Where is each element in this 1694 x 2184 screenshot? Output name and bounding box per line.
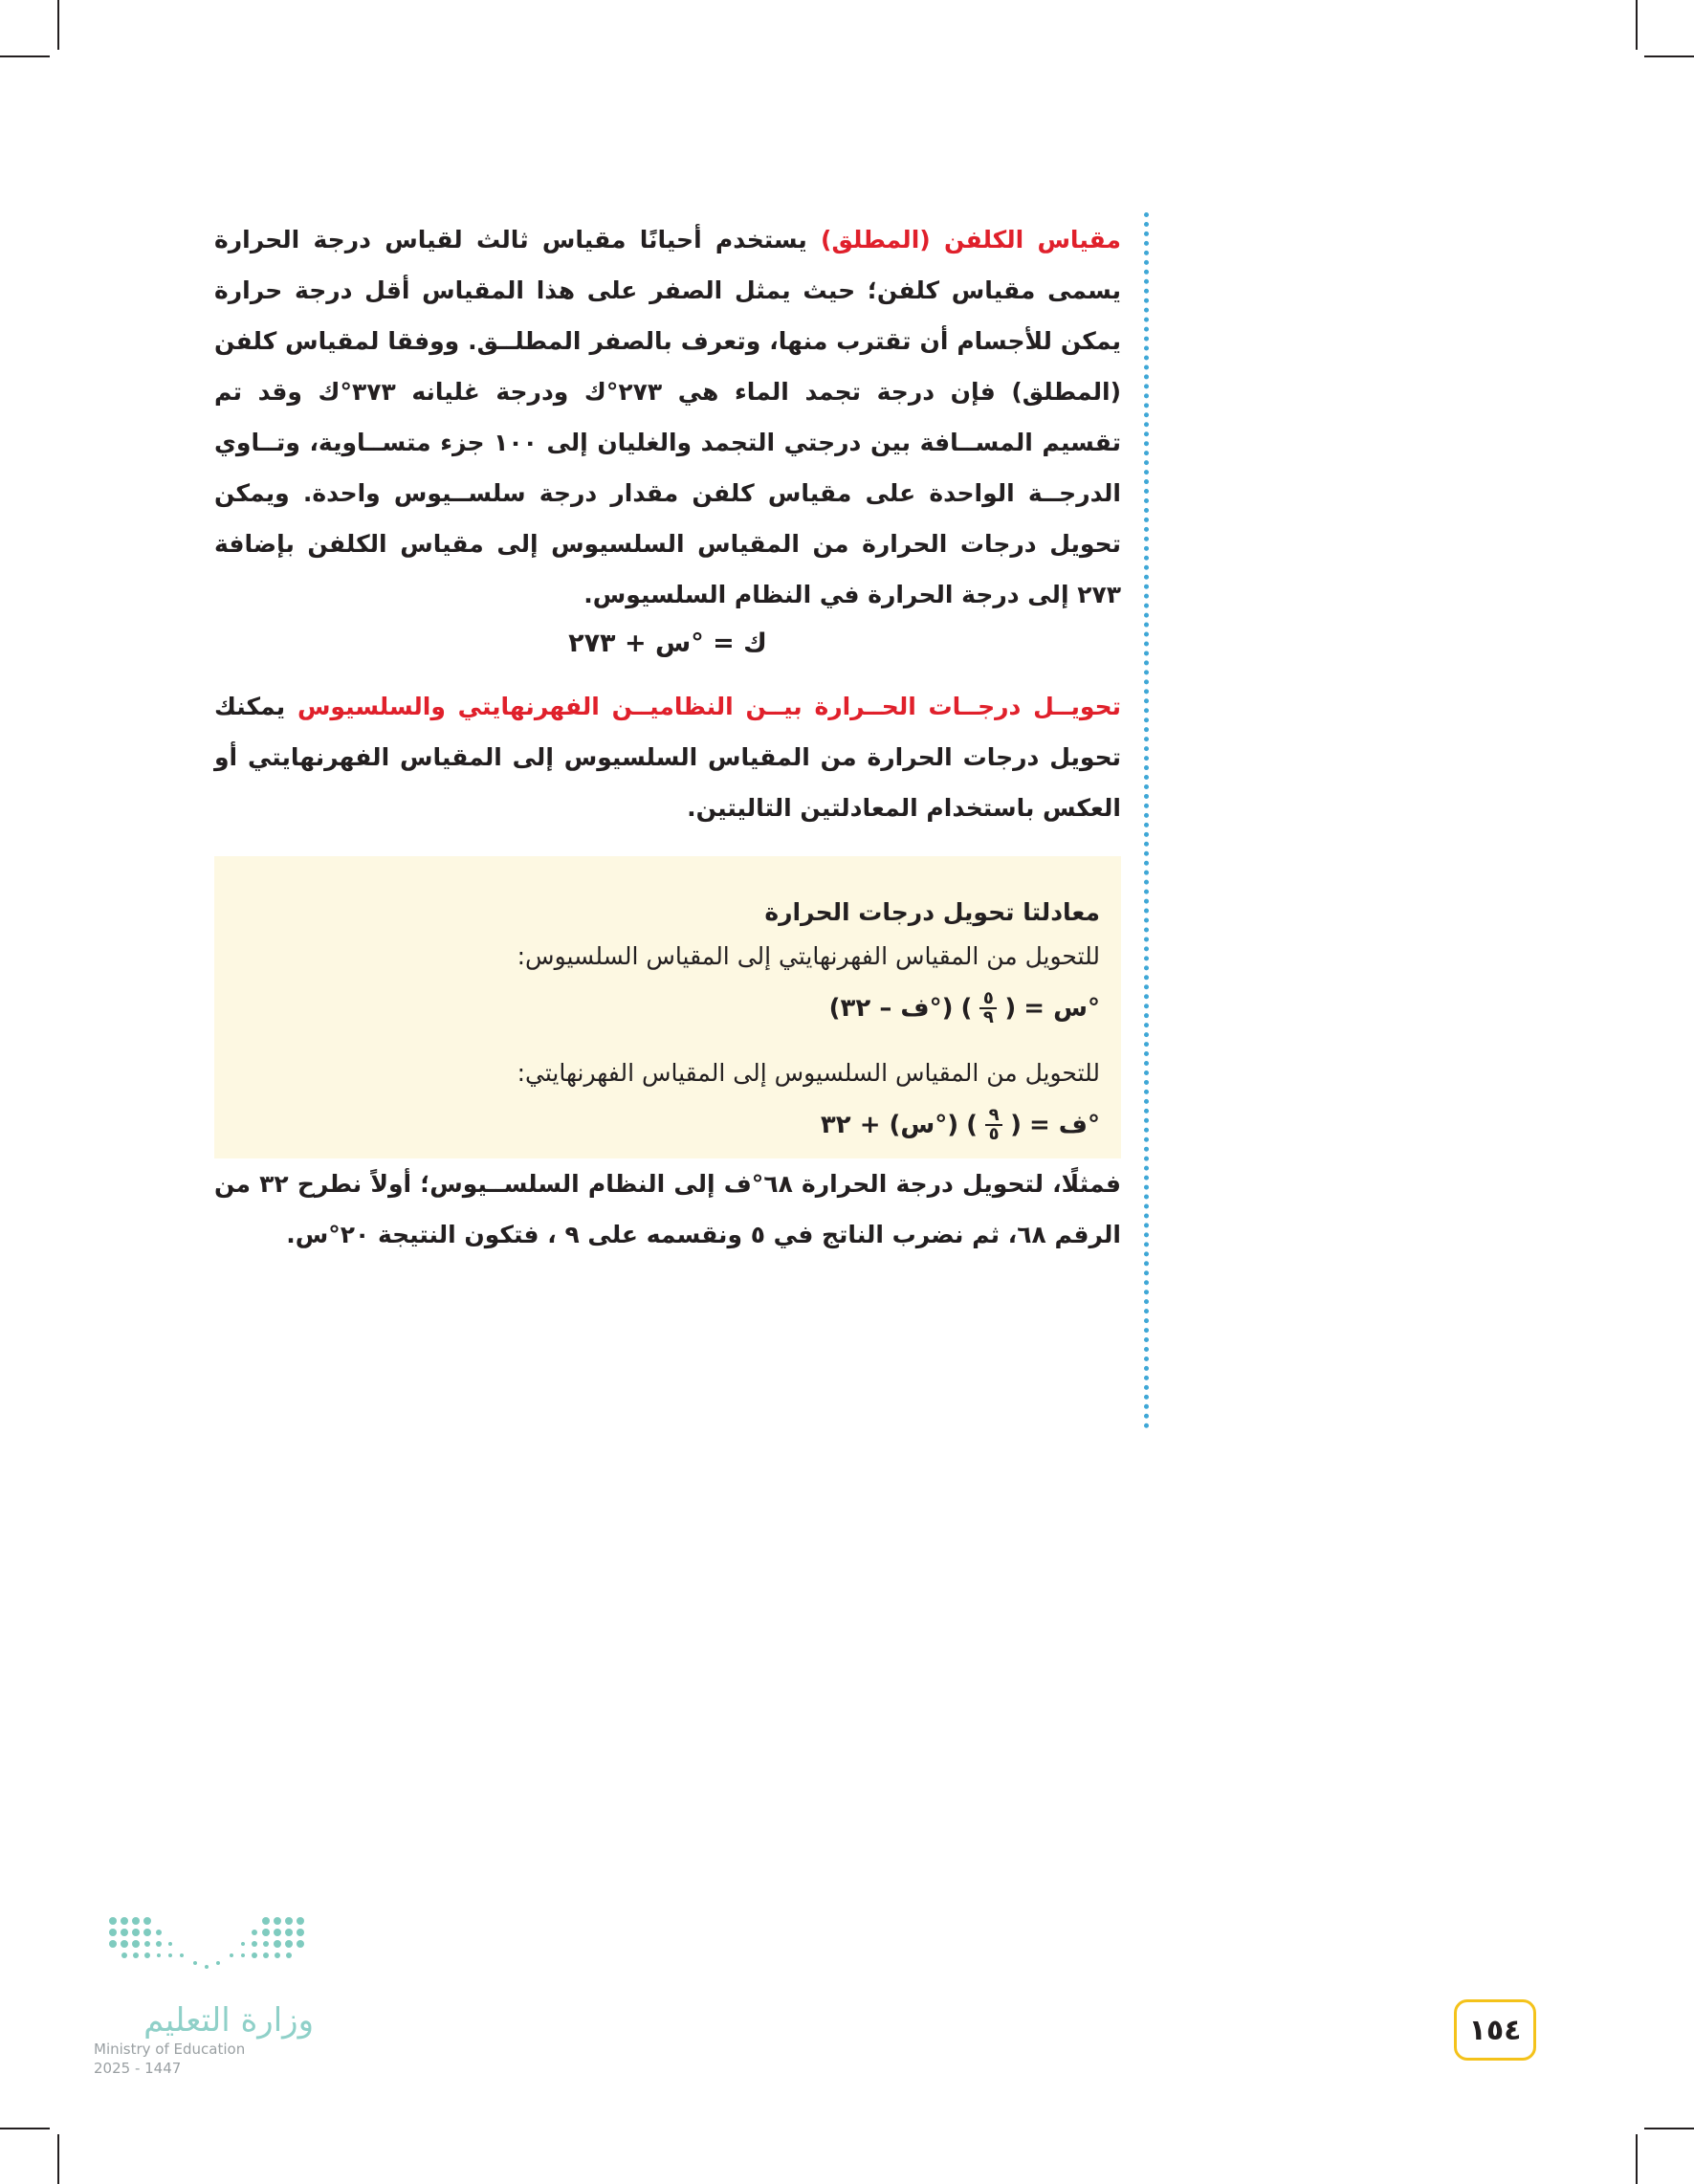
conversion-heading: تحويــل درجــات الحــرارة بيــن النظاميــن الفهرنهايتي والسلسيوس — [297, 693, 1122, 720]
eq2-fraction — [985, 1107, 1002, 1143]
eq2-left: °ف = — [1028, 1111, 1100, 1139]
eq2-numerator: ٩ — [988, 1105, 1000, 1125]
crop-mark — [1644, 55, 1694, 57]
kelvin-heading: مقياس الكلفن (المطلق) — [821, 226, 1122, 254]
eq1-right: (°ف – ٣٢) — [828, 994, 954, 1023]
conversion-body: يمكنك تحويل درجات الحرارة من المقياس السلسيوس إلى المقياس الفهرنهايتي أو العكس باستخدام المعادلتين التاليتين. — [214, 693, 1121, 822]
kelvin-body: يستخدم أحيانًا مقياس ثالث لقياس درجة الحرارة يسمى مقياس كلفن؛ حيث يمثل الصفر على هذا المقياس أقل درجة حرارة يمكن للأجسام أن تقترب منها، وتعرف بالصفر المطلــق. ووفقا لمقياس كلفن (المطلق) فإن درجة تجمد الماء هي ٢٧٣°ك ودرجة غليانه ٣٧٣°ك وقد تم تقسيم المســافة بين درجتي التجمد والغليان إلى ١٠٠ جزء متســاوية، وتــاوي الدرجــة الواحدة على مقياس كلفن مقدار درجة سلســيوس واحدة. ويمكن تحويل درجات الحرارة من المقياس السلسيوس إلى مقياس الكلفن بإضافة ٢٧٣ إلى درجة الحرارة في النظام السلسيوس. — [214, 226, 1122, 608]
eq2-denominator: ٥ — [988, 1124, 1000, 1144]
kelvin-equation: ك = °س + ٢٧٣ — [568, 629, 767, 658]
eq1-denominator: ٩ — [982, 1007, 994, 1027]
logo-english-name: Ministry of Education — [94, 2041, 246, 2058]
crop-mark — [57, 0, 59, 50]
box-line-f-to-c: للتحويل من المقياس الفهرنهايتي إلى المقياس السلسيوس: — [517, 942, 1100, 970]
page-content — [214, 214, 1121, 1260]
page-number: ١٥٤ — [1454, 1999, 1536, 2061]
crop-mark — [0, 2128, 50, 2129]
box-title: معادلتا تحويل درجات الحرارة — [764, 898, 1100, 926]
eq1-numerator: ٥ — [982, 988, 994, 1008]
box-line-c-to-f: للتحويل من المقياس السلسيوس إلى المقياس الفهرنهايتي: — [517, 1059, 1100, 1087]
logo-arabic-name: وزارة التعليم — [143, 2001, 314, 2040]
equations-box — [214, 856, 1121, 1158]
crop-mark — [1636, 0, 1638, 50]
equation-c-to-f: °ف = ( $\frac{٩}{٥}$ ) (°س) + ٣٢ — [235, 1095, 1100, 1155]
ministry-logo — [94, 1911, 314, 2078]
eq2-right: (°س) + ٣٢ — [820, 1111, 959, 1139]
crop-mark — [1636, 2134, 1638, 2184]
eq1-left: °س = — [1023, 994, 1100, 1023]
kelvin-paragraph — [214, 214, 1121, 620]
conversion-paragraph — [214, 681, 1121, 833]
eq1-fraction — [979, 990, 997, 1026]
crop-mark — [57, 2134, 59, 2184]
dotted-margin-rule — [1144, 212, 1149, 1429]
logo-year: 2025 - 1447 — [94, 2060, 182, 2077]
logo-dots-icon — [103, 1911, 314, 1978]
equation-f-to-c: °س = ( $\frac{٥}{٩}$ ) (°ف – ٣٢) — [235, 979, 1100, 1038]
example-paragraph: فمثلًا، لتحويل درجة الحرارة ٦٨°ف إلى النظام السلســيوس؛ أولاً نطرح ٣٢ من الرقم ٦٨، ثم نضرب الناتج في ٥ ونقسمه على ٩ ، فتكون النتيجة ٢٠°س. — [214, 1170, 1121, 1248]
crop-mark — [1644, 2128, 1694, 2129]
crop-mark — [0, 55, 50, 57]
